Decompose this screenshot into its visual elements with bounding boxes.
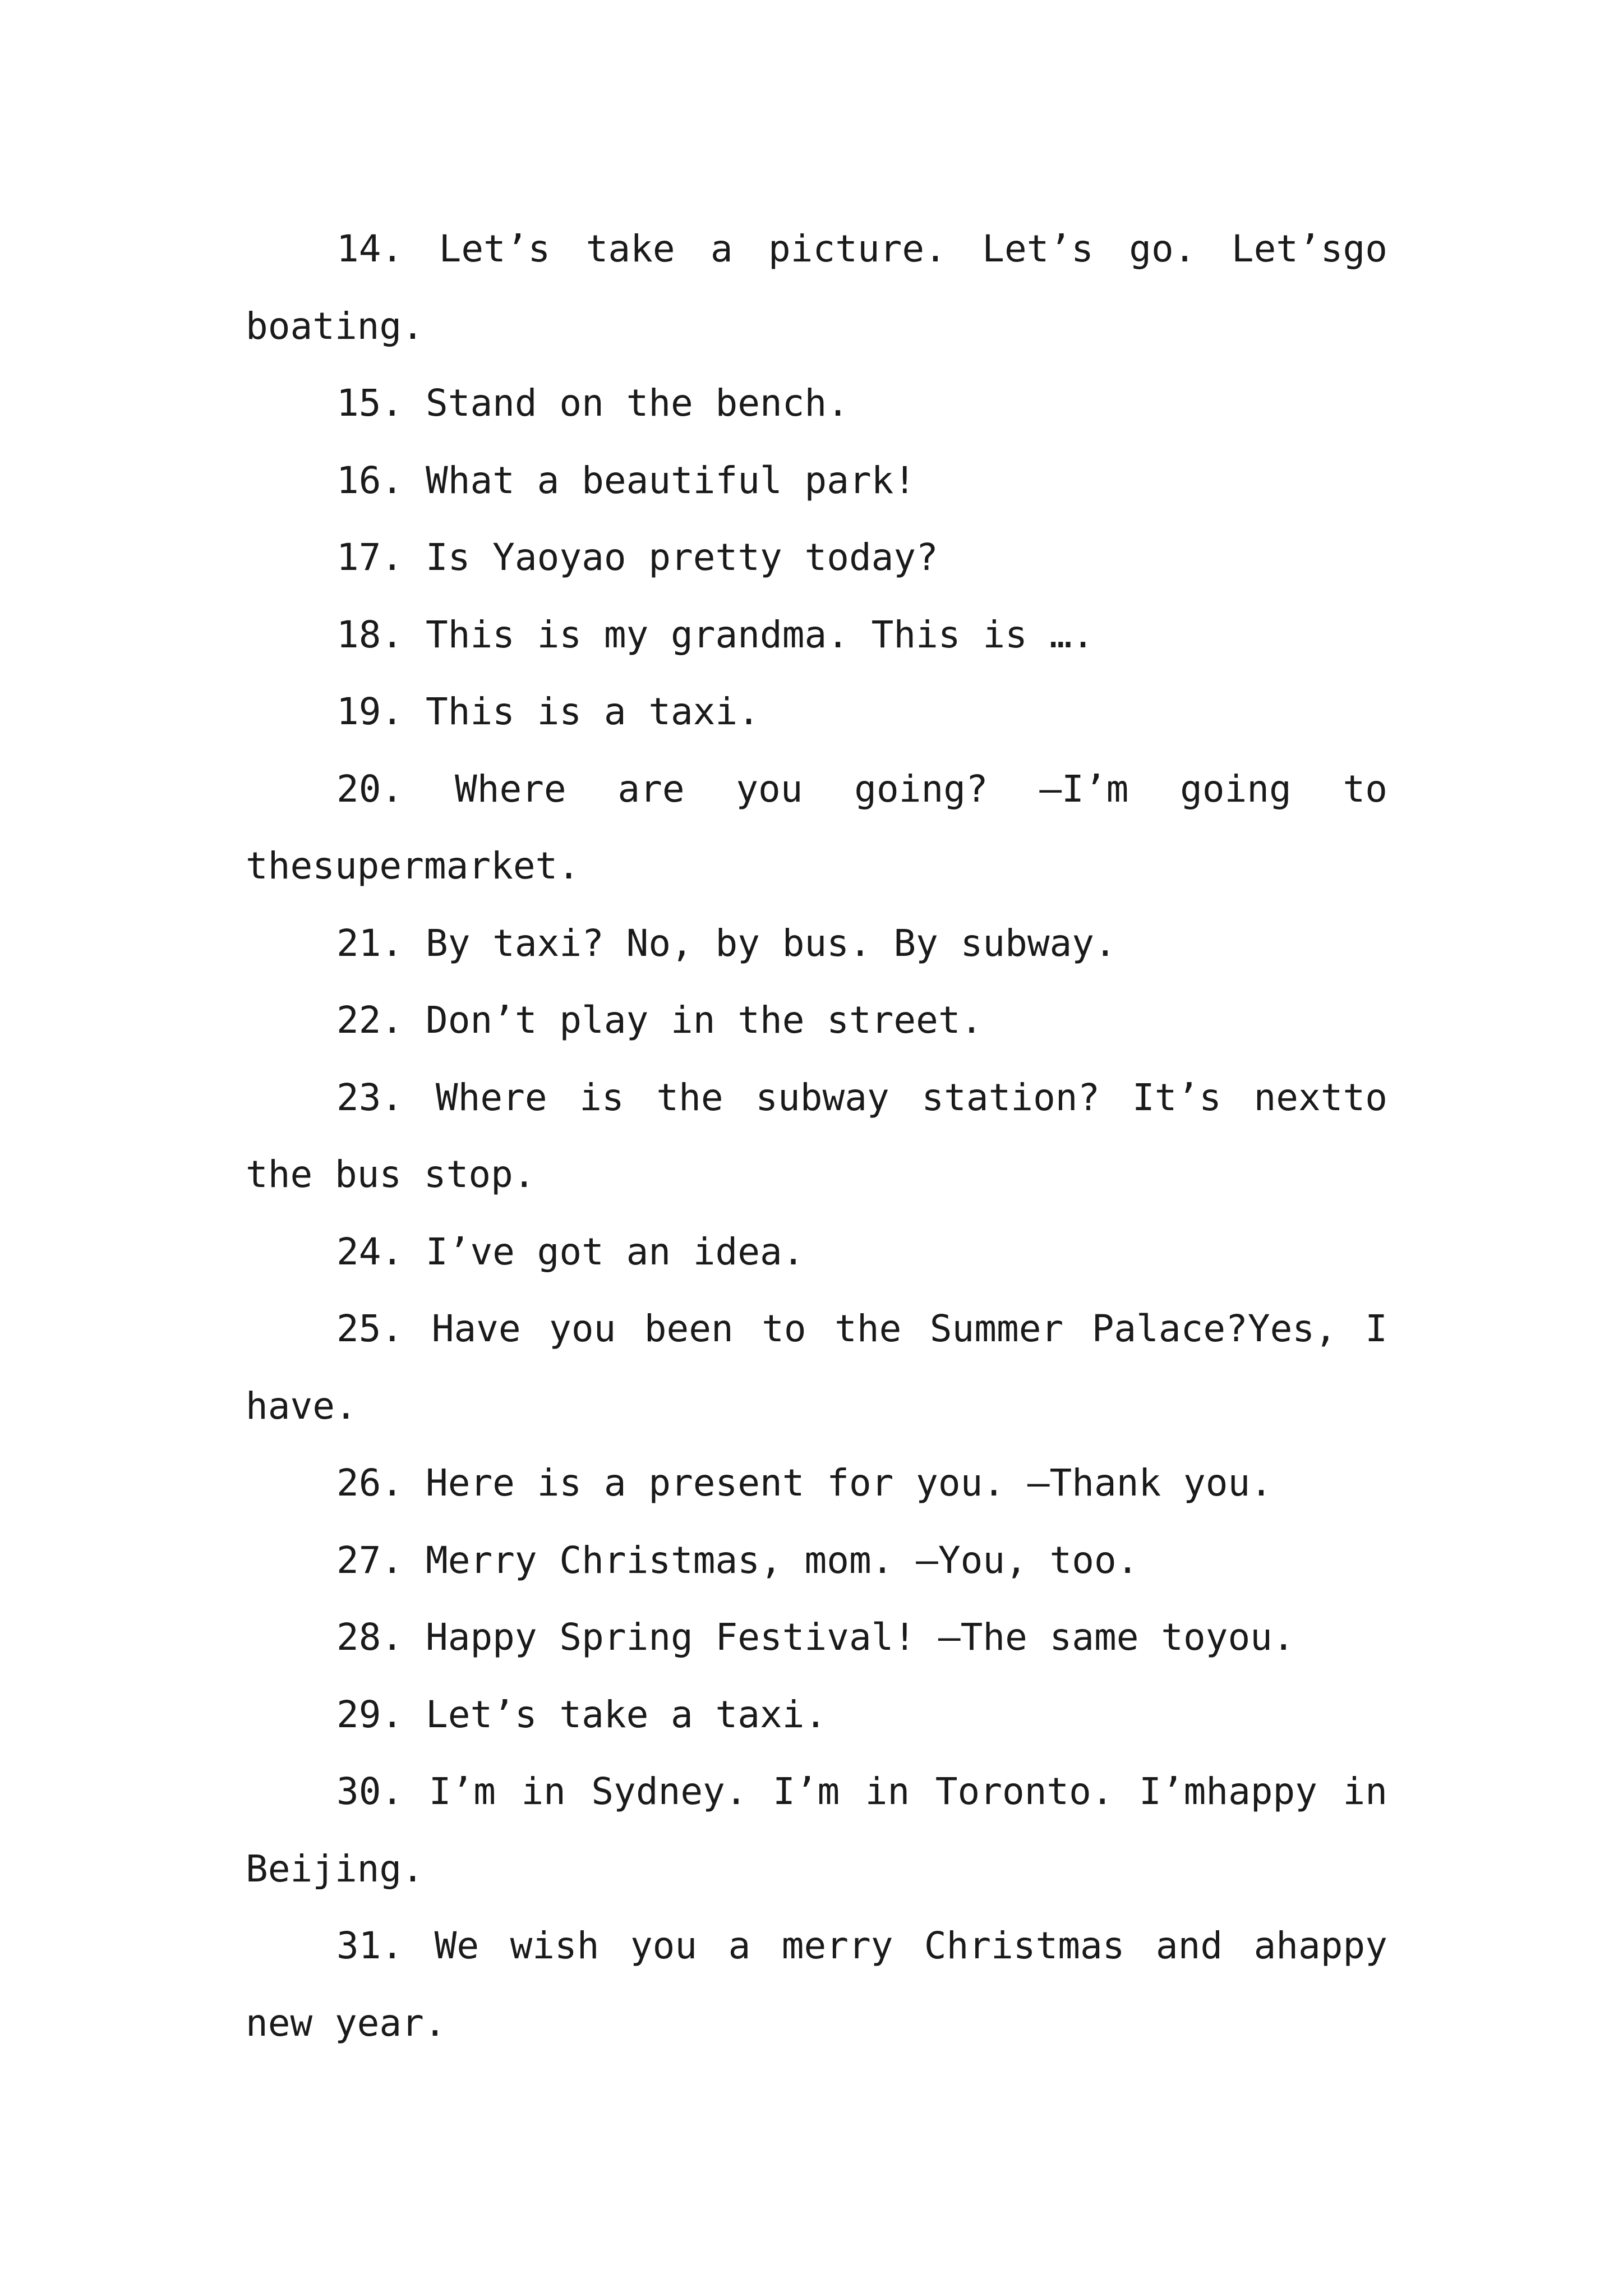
sentence-item: [246, 1444, 1387, 1522]
item-text: By taxi? No, by bus. By subway.: [425, 921, 1117, 965]
item-number: 19.: [336, 690, 404, 733]
item-number: 24.: [336, 1230, 404, 1273]
item-text: This is a taxi.: [425, 690, 760, 733]
item-number: 23.: [336, 1075, 404, 1119]
item-number: 18.: [336, 613, 404, 656]
sentence-item: [246, 905, 1387, 982]
item-text: Merry Christmas, mom. –You, too.: [425, 1538, 1139, 1582]
item-number: 15.: [336, 381, 404, 425]
sentence-item: [246, 673, 1387, 751]
item-text: Don’t play in the street.: [425, 999, 983, 1042]
item-text: Let’s take a picture. Let’s go. Let’sgo boating.: [246, 227, 1387, 348]
item-text: Happy Spring Festival! –The same toyou.: [425, 1616, 1295, 1659]
item-number: 29.: [336, 1692, 404, 1736]
item-number: 26.: [336, 1461, 404, 1504]
item-number: 17.: [336, 536, 404, 579]
sentence-item: [246, 1907, 1387, 2062]
item-text: Where is the subway station? It’s nextto the bus stop.: [246, 1075, 1387, 1196]
item-number: 27.: [336, 1538, 404, 1582]
item-text: Here is a present for you. –Thank you.: [425, 1461, 1272, 1504]
sentence-item: [246, 519, 1387, 596]
item-text: We wish you a merry Christmas and ahappy new year.: [246, 1924, 1387, 2045]
sentence-item: [246, 982, 1387, 1059]
sentence-item: [246, 365, 1387, 442]
sentence-item: [246, 1599, 1387, 1676]
item-text: Have you been to the Summer Palace?Yes, I have.: [246, 1307, 1387, 1428]
sentence-item: [246, 1522, 1387, 1599]
item-number: 25.: [336, 1307, 404, 1350]
item-text: This is my grandma. This is ….: [425, 613, 1095, 656]
item-text: I’m in Sydney. I’m in Toronto. I’mhappy in Beijing.: [246, 1770, 1387, 1890]
document-body: [246, 210, 1387, 2062]
item-text: Where are you going? –I’m going to thesupermarket.: [246, 767, 1387, 887]
item-number: 16.: [336, 458, 404, 502]
item-number: 22.: [336, 999, 404, 1042]
sentence-item: [246, 442, 1387, 519]
sentence-item: [246, 751, 1387, 905]
sentence-item: [246, 1059, 1387, 1213]
item-number: 21.: [336, 921, 404, 965]
item-number: 14.: [336, 227, 404, 270]
item-text: What a beautiful park!: [425, 458, 916, 502]
sentence-item: [246, 1290, 1387, 1444]
sentence-item: [246, 1676, 1387, 1754]
item-text: Let’s take a taxi.: [425, 1692, 827, 1736]
sentence-item: [246, 1753, 1387, 1907]
sentence-item: [246, 596, 1387, 674]
item-number: 30.: [336, 1770, 404, 1813]
sentence-item: [246, 210, 1387, 365]
item-number: 20.: [336, 767, 404, 811]
item-text: Stand on the bench.: [425, 381, 849, 425]
item-number: 31.: [336, 1924, 404, 1967]
sentence-item: [246, 1213, 1387, 1291]
item-text: I’ve got an idea.: [425, 1230, 805, 1273]
item-number: 28.: [336, 1616, 404, 1659]
item-text: Is Yaoyao pretty today?: [425, 536, 938, 579]
